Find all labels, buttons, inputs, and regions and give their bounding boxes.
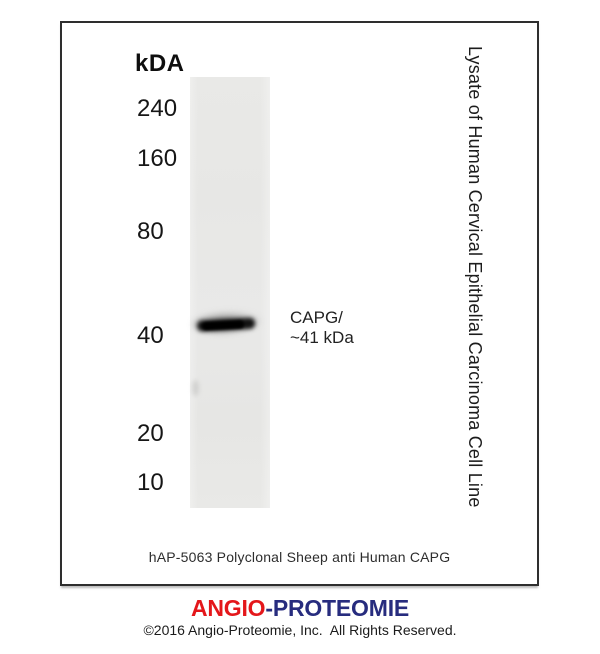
marker-20: 20 xyxy=(137,420,164,447)
marker-80: 80 xyxy=(137,218,164,245)
brand-logo-angio: ANGIO xyxy=(190,595,266,621)
band-annotation xyxy=(290,308,354,347)
marker-160: 160 xyxy=(137,145,178,172)
marker-240: 240 xyxy=(137,95,178,122)
faint-smudge xyxy=(192,380,199,396)
marker-10: 10 xyxy=(137,469,164,496)
sample-label: Lysate of Human Cervical Epithelial Carcinoma Cell Line xyxy=(465,46,485,508)
band-annotation-line2: ~41 kDa xyxy=(290,327,354,347)
marker-40: 40 xyxy=(137,322,164,349)
brand-logo xyxy=(0,595,600,622)
brand-logo-hyphen: - xyxy=(265,595,273,621)
unit-label: kDA xyxy=(135,50,185,77)
blot-lane xyxy=(190,77,270,508)
copyright-text: ©2016 Angio-Proteomie, Inc. All Rights Reserved. xyxy=(143,622,457,638)
protein-band xyxy=(191,305,265,341)
blot-figure-box xyxy=(60,21,539,586)
figure-caption: hAP-5063 Polyclonal Sheep anti Human CAPG xyxy=(148,549,451,565)
band-annotation-line1: CAPG/ xyxy=(290,308,343,327)
brand-logo-proteomie: PROTEOMIE xyxy=(272,595,410,621)
